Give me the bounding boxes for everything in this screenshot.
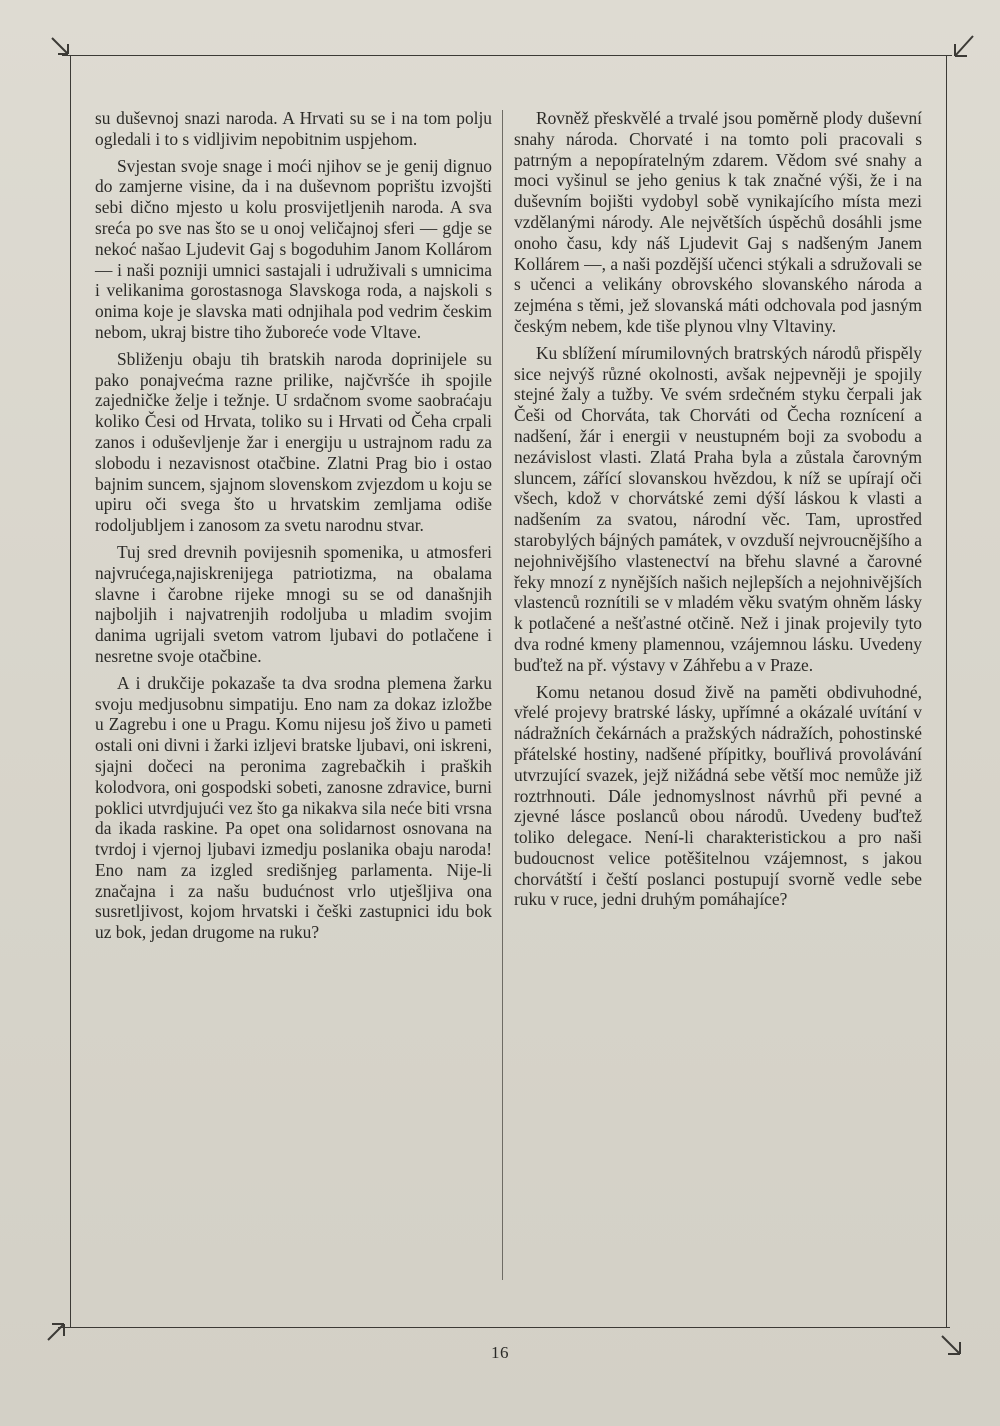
left-paragraph-5: A i drukčije pokazaše ta dva srodna plemena žarku svoju medjusobnu simpatiju. Eno nam za dokaz izložbe u Zagrebu i one u Pragu. Komu nijesu još živo u pameti ostali oni divni i žarki izljevi bratske ljubavi, oni iskreni, sjajni dočeci na peronima zagrebačkih i praških kolodvora, oni gospodski sobeti, zanosne zdravice, burni poklici utvrdjujući vez što ga nikakva sila neće biti vrsna da ikada raskine. Pa opet ona solidarnost osnovana na tvrdoj i vjernoj ljubavi izmedju poslanika obaju naroda! Eno nam za izgled središnjeg parlamenta. Nije-li značajna i za našu budućnost vrlo utješljiva ona susretljivost, kojom hrvatski i češki zastupnici idu bok uz bok, jedan drugome na ruku?: [95, 672, 492, 943]
frame-right-rule: [946, 55, 947, 1327]
left-paragraph-2: Svjestan svoje snage i moći njihov se je genij dignuo do zamjerne visine, da i na duševnom poprištu izvojšti sebi dično mjesto u kolu prosvijetljenih naroda. A sva sreća po sve nas što se u onoj veličajnoj sferi — gdje se nekoć našao Ljudevit Gaj s bogoduhim Janom Kollárom — i naši pozniji umnici sastajali i udruživali s umnicima i velikanima gorostasnoga Slavskoga roda, a najskoli s onima koje je slavska mati odnjihala pod vedrim českim nebom, ukraj bistre tiho žuboreće vode Vltave.: [95, 155, 492, 342]
right-paragraph-3: Komu netanou dosud živě na paměti obdivuhodné, vřelé projevy bratrské lásky, upřímné a okázalé uvítání v nádražních čekárnách a pražských nádražích, pohostinské přátelské hostiny, nadšené přípitky, bouřlivá provolávání utvrzující svazek, jejž nižádná sebe větší moc nemůže již roztrhnouti. Dále jednomyslnost návrhů při pevné a zjevné lásce poslanců obou národů. Uvedeny buďtež toliko delegace. Není-li charakteristickou a pro naši budoucnost velice potěšitelnou vzájemnost, s jakou chorvátští i čeští poslanci postupují svorně vedle sebe ruku v ruce, jedni druhým pomáhajíce?: [514, 681, 922, 910]
right-column-czech: [514, 108, 922, 910]
corner-ornament-top-right-icon: [945, 32, 979, 66]
right-paragraph-1: Rovněž přeskvělé a trvalé jsou poměrně plody duševní snahy národa. Chorvaté i na tomto poli pracovali s patrným a nepopíratelným zdarem. Vědom své snahy a moci vyšinul se jeho genius k tak značné výši, že i na duševním bojišti vydobyl sobě vynikajícího místa mezi vzdělanými národy. Ale největších úspěchů dosáhli jsme onoho času, kdy náš Ljudevit Gaj s nadšeným Janem Kollárem —, a naši pozdější učenci stýkali a sdružovali se s učenci a velikány obrovského slovanského národa a zejména s těmi, jež slovanská máti odchovala pod jasným českým nebem, kde tiše plynou vlny Vltaviny.: [514, 108, 922, 336]
page-number: 16: [491, 1343, 509, 1362]
frame-left-rule: [70, 55, 71, 1327]
column-divider: [502, 110, 503, 1280]
corner-ornament-bottom-left-icon: [44, 1312, 78, 1346]
frame-bottom-rule: [58, 1327, 950, 1328]
right-paragraph-2: Ku sblížení mírumilovných bratrských národů přispěly sice nejvýš různé okolnosti, avšak nejpevněji je spojily stejné žaly a tužby. Ve svém srdečném styku čerpali jak Češi od Chorváta, tak Chorváti od Čecha roznícení a nadšení, žár i energii v neustupném boji za svobodu a nezávislost vlasti. Zlatá Praha byla a zůstala čarovným sluncem, zářící slovanskou hvězdou, k níž se upírají oči všech, kdož v chorvátské zemi dýší láskou k vlasti a nadšením za svatou, národní věc. Tam, uprostřed starobylých bájných památek, v ovzduší nejvroucnějšího a nejohnivějšího vlastenectví na břehu slavné a čarovné řeky mnozí z nynějších našich nejlepších a nejohnivějších vlastenců roznítili se v mladém věku svatým ohněm lásky k potlačené a nešťastné otčině. Než i jinak projevily tyto dva rodné kmeny plamennou, vzájemnou lásku. Uvedeny buďtež na př. výstavy v Záhřebu a v Praze.: [514, 342, 922, 675]
left-paragraph-4: Tuj sred drevnih povijesnih spomenika, u atmosferi najvrućega,najiskrenijega patriotizma, na obalama slavne i čarobne rijeke mnogi su se od današnjih najboljih i najvatrenjih rodoljuba u mladim svojim danima ugrijali svetom vatrom ljubavi do potlačene i nesretne svoje otačbine.: [95, 541, 492, 666]
frame-top-rule: [62, 55, 952, 56]
left-column-croatian: [95, 108, 492, 943]
corner-ornament-top-left-icon: [48, 32, 82, 66]
left-paragraph-1: su duševnoj snazi naroda. A Hrvati su se i na tom polju ogledali i to s vidljivim nepobitnim uspjehom.: [95, 108, 492, 149]
left-paragraph-3: Sbliženju obaju tih bratskih naroda doprinijele su pako ponajvećma razne prilike, najčvršće ih spojile zajedničke želje i težnje. U srdačnom svome saobraćaju koliko Česi od Hrvata, toliko su i Hrvati od Čeha crpali zanos i oduševljenje žar i energiju u ustrajnom radu za slobodu i nezavisnost otačbine. Zlatni Prag bio i ostao bajnim suncem, sjajnom slovenskom zvjezdom u koju se upiru oči svega što u hrvatskim zemljama odiše rodoljubljem i zanosom za svetu narodnu stvar.: [95, 348, 492, 536]
